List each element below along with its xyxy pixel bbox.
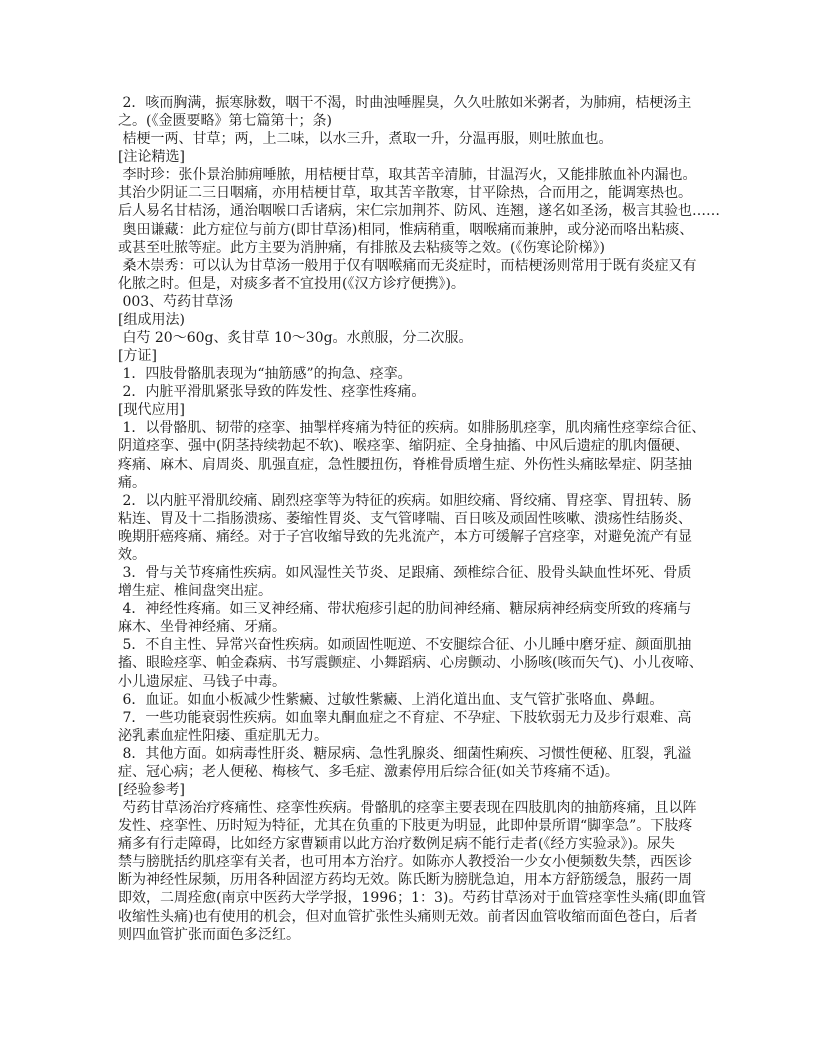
text-line: 发性、痉挛性、历时短为特征，尤其在负重的下肢更为明显，此即仲景所谓“脚挛急”。下肢疼 <box>118 818 693 835</box>
section-heading: [注论精选] <box>118 149 185 166</box>
text-line: 增生症、椎间盘突出症。 <box>118 583 272 600</box>
text-line: 003、芍药甘草汤 <box>118 293 234 310</box>
text-line: 粘连、胃及十二指肠溃疡、萎缩性胃炎、支气管哮喘、百日咳及顽固性咳嗽、溃疡性结肠炎、 <box>118 510 692 527</box>
section-heading: [经验参考] <box>118 781 185 798</box>
document-body <box>118 94 720 944</box>
text-line: 疼痛、麻木、肩周炎、肌强直症，急性腰扭伤，脊椎骨质增生症、外伤性头痛眩晕症、阴茎抽 <box>118 456 692 473</box>
text-line: 症、冠心病；老人便秘、梅核气、多毛症、激素停用后综合征(如关节疼痛不适)。 <box>118 763 619 780</box>
text-line: 8．其他方面。如病毒性肝炎、糖尿病、急性乳腺炎、细菌性痢疾、习惯性便秘、肛裂，乳溢 <box>118 745 692 762</box>
text-line: 泌乳素血症性阳痿、重症肌无力。 <box>118 727 328 744</box>
text-line: 白芍 20～60g、炙甘草 10～30g。水煎服，分二次服。 <box>118 330 473 347</box>
text-line: 或甚至吐脓等症。此方主要为消肿痛，有排脓及去粘痰等之效。(《伤寒论阶梯》) <box>118 239 605 256</box>
text-line: 禁与膀胱括约肌痉挛有关者，也可用本方治疗。如陈亦人教授治一少女小便频数失禁，西医诊 <box>118 854 692 871</box>
text-line: 桔梗一两、甘草；两，上二味，以水三升，煮取一升，分温再服，则吐脓血也。 <box>118 131 613 148</box>
text-line: 断为神经性尿频，历用各种固涩方药均无效。陈氏断为膀胱急迫，用本方舒筋缓急，服药一周 <box>118 872 692 889</box>
text-line: 2．以内脏平滑肌绞痛、剧烈痉挛等为特征的疾病。如胆绞痛、肾绞痛、胃痉挛、胃扭转、肠 <box>118 492 692 509</box>
text-line: 2．内脏平滑肌紧张导致的阵发性、痉挛性疼痛。 <box>118 384 426 401</box>
text-line: 奥田谦藏：此方症位与前方(即甘草汤)相同，惟病稍重，咽喉痛而兼肿，或分泌而咯出粘痰、 <box>118 221 694 238</box>
text-line: 搐、眼睑痉挛、帕金森病、书写震颤症、小舞蹈病、心房颤动、小肠咳(咳而矢气)、小儿夜啼、 <box>118 655 703 672</box>
text-line: 麻木、坐骨神经痛、牙痛。 <box>118 619 286 636</box>
section-heading: [现代应用] <box>118 402 185 419</box>
text-line: 1．四肢骨骼肌表现为“抽筋感”的拘急、痉挛。 <box>118 366 412 383</box>
text-line: 即效，二周痊愈(南京中医药大学学报，1996；1：3)。芍药甘草汤对于血管痉挛性头痛(即血管 <box>118 890 706 907</box>
text-line: 5．不自主性、异常兴奋性疾病。如顽固性呃逆、不安腿综合征、小儿睡中磨牙症、颜面肌抽 <box>118 637 692 654</box>
text-line: 桑木崇秀：可以认为甘草汤一般用于仅有咽喉痛而无炎症时，而桔梗汤则常用于既有炎症又有 <box>118 257 697 274</box>
text-line: 芍药甘草汤治疗疼痛性、痉挛性疾病。骨骼肌的痉挛主要表现在四肢肌肉的抽筋疼痛，且以阵 <box>118 800 697 817</box>
text-line: 2．咳而胸满，振寒脉数，咽干不渴，时曲浊唾腥臭，久久吐脓如米粥者，为肺痈，桔梗汤主 <box>118 95 692 111</box>
text-line: 效。 <box>118 546 146 563</box>
text-line: 阴道痉挛、强中(阴茎持续勃起不软)、喉痉挛、缩阴症、全身抽搐、中风后遗症的肌肉僵硬、 <box>118 438 689 455</box>
text-line: 3．骨与关节疼痛性疾病。如风湿性关节炎、足跟痛、颈椎综合征、股骨头缺血性坏死、骨质 <box>118 565 692 582</box>
text-line: 1．以骨骼肌、韧带的痉挛、抽掣样疼痛为特征的疾病。如腓肠肌痉挛，肌肉痛性痉挛综合征、 <box>118 420 706 437</box>
text-line: 之。(《金匮要略》第七篇第十；条) <box>118 113 332 130</box>
text-line: 李时珍：张仆景治肺痈唾脓，用桔梗甘草，取其苦辛清肺，甘温泻火，又能排脓血补内漏也。 <box>118 167 697 184</box>
text-line: 收缩性头痛)也有使用的机会，但对血管扩张性头痛则无效。前者因血管收缩而面色苍白，后者 <box>118 908 698 925</box>
section-heading: [方证] <box>118 348 157 365</box>
text-line: 6．血证。如血小板减少性紫癜、过敏性紫癜、上消化道出血、支气管扩张咯血、鼻衄。 <box>118 691 664 708</box>
text-line: 其治少阴证二三日咽痛，亦用桔梗甘草，取其苦辛散寒，甘平除热，合而用之，能调寒热也。 <box>118 185 692 202</box>
section-heading: [组成用法) <box>118 311 185 328</box>
text-line: 4．神经性疼痛。如三叉神经痛、带状疱疹引起的肋间神经痛、糖尿病神经病变所致的疼痛与 <box>118 601 692 618</box>
text-line: 后人易名甘桔汤，通治咽喉口舌诸病，宋仁宗加荆芥、防风、连翘，遂名如圣汤，极言其验也…… <box>118 203 720 220</box>
text-line: 则四血管扩张而面色多泛红。 <box>118 926 300 943</box>
text-line: 痛。 <box>118 474 146 491</box>
text-line: 小儿遗尿症、马钱子中毒。 <box>118 673 286 690</box>
text-line: 痛多有行走障碍，比如经方家曹颖甫以此方治疗数例足病不能行走者(《经方实验录》)。尿失 <box>118 836 675 853</box>
text-line: 晚期肝癌疼痛、痛经。对于子宫收缩导致的先兆流产，本方可缓解子宫痉挛，对避免流产有显 <box>118 528 692 545</box>
text-line: 化脓之时。但是，对痰多者不宜投用(《汉方诊疗便携》)。 <box>118 275 465 292</box>
text-line: 7．一些功能衰弱性疾病。如血睾丸酮血症之不育症、不孕症、下肢软弱无力及步行艰难、高 <box>118 709 692 726</box>
